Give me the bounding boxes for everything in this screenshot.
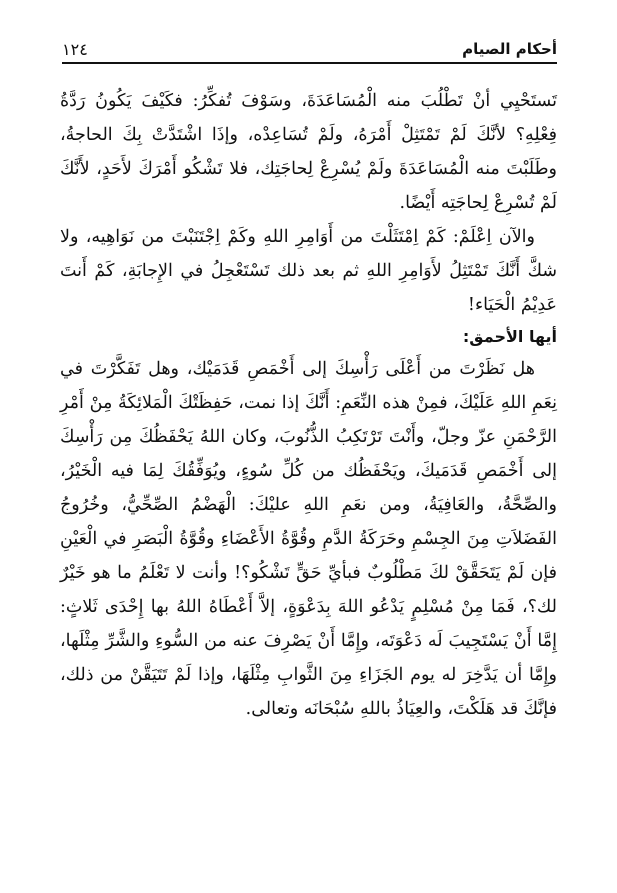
paragraph-3: هل نَظَرْتَ من أَعْلَى رَأْسِكَ إلى أَخْمَصِ قَدَمَيْك، وهل تَفَكَّرْتَ في نِعَمِ اللهِ عَلَيْكَ، فمِنْ هذه النِّعَمِ: أَنَّكَ إذا نمت، حَفِظَتْكَ الْمَلائِكَةُ مِنْ أَمْرِ الرَّحْمَنِ عزّ وجلّ، وأَنْتَ تَرْتَكِبُ الذُّنُوبَ، وكان اللهُ يَحْفَظُكَ مِن رَأْسِكَ إلى أَخْمَصِ قَدَمَيكَ، ويَحْفَظُك من كُلِّ سُوءٍ، ويُوَفِّقُكَ لِمَا فيه الْخَيْرُ، والصِّحَّةُ، والعَافِيَةُ، ومن نعَمِ اللهِ عليْكَ: الْهَضْمُ الصِّحِّيُّ، وخُرُوجُ الفَضَلاَتِ مِنَ الجِسْمِ وحَرَكَةُ الدَّمِ وقُوَّةُ الأَعْضَاءِ وقُوَّةُ الْبَصَرِ في الْعَيْنِ فإن لَمْ يَتَحَقَّقْ لكَ مَطْلُوبٌ فبأيِّ حَقٍّ تَشْكُو؟! وأنت لا تَعْلَمُ ما هو خَيْرٌ لك؟، فَمَا مِنْ مُسْلِمٍ يَدْعُو اللهَ بِدَعْوَةٍ، إلاَّ أَعْطَاهُ اللهُ بها إِحْدَى ثَلاثٍ: إِمَّا أَنْ يَسْتَجِيبَ لَه دَعْوَتَه، وإِمَّا أَنْ يَصْرِفَ عنه من السُّوءِ والشَّرِّ مِثْلَها، وإِمَّا أن يَدَّخِرَ له يوم الجَزَاءِ مِنَ الثَّوابِ مِثْلَهَا، وإذا لَمْ تَتَيَقَّنْ من ذلك، فإنَّكَ قد هَلَكْتَ، والعِيَاذُ باللهِ سُبْحَانَه وتعالى.: [60, 359, 557, 719]
page-header: [62, 36, 557, 64]
paragraph-1: تَستَحْيِي أنْ تَطْلُبَ منه الْمُسَاعَدَةَ، وسَوْفَ تُفكِّرُ: فكَيْفَ يَكُونُ رَدَّةُ فِعْلِهِ؟ لأنَّكَ لَمْ تَمْتَثِلْ أَمْرَهُ، ولَمْ تُسَاعِدْه، وإذَا اشْتَدَّتْ بِكَ الحاجةُ، وطَلَبْتَ منه الْمُسَاعَدَةَ ولَمْ يُسْرِعْ لِحاجَتِك، فلا تَشْكُو أَمْرَكَ لأَحَدٍ، لأَنَّكَ لَمْ تُسْرِعْ لِحاجَتِه أَيْضًا.: [60, 91, 557, 213]
page-body: [60, 84, 557, 726]
section-heading: أيها الأحمق:: [462, 327, 557, 346]
page-number: ١٢٤: [62, 39, 88, 59]
paragraph-2: والآن اِعْلَمْ: كَمْ اِمْتَثَلْتَ من أَوَامِرِ اللهِ وكَمْ اِجْتَنَبْتَ من نَوَاهِيه، ولا شكَّ أَنَّكَ تَمْتَثِلُ لأَوَامِرِ اللهِ ثم بعد ذلك تَسْتَعْجِلُ في الإِجابَةِ، كَمْ أَنتَ عَدِيْمُ الْحَيَاء!: [60, 227, 557, 315]
book-title: أحكام الصيام: [462, 40, 557, 58]
